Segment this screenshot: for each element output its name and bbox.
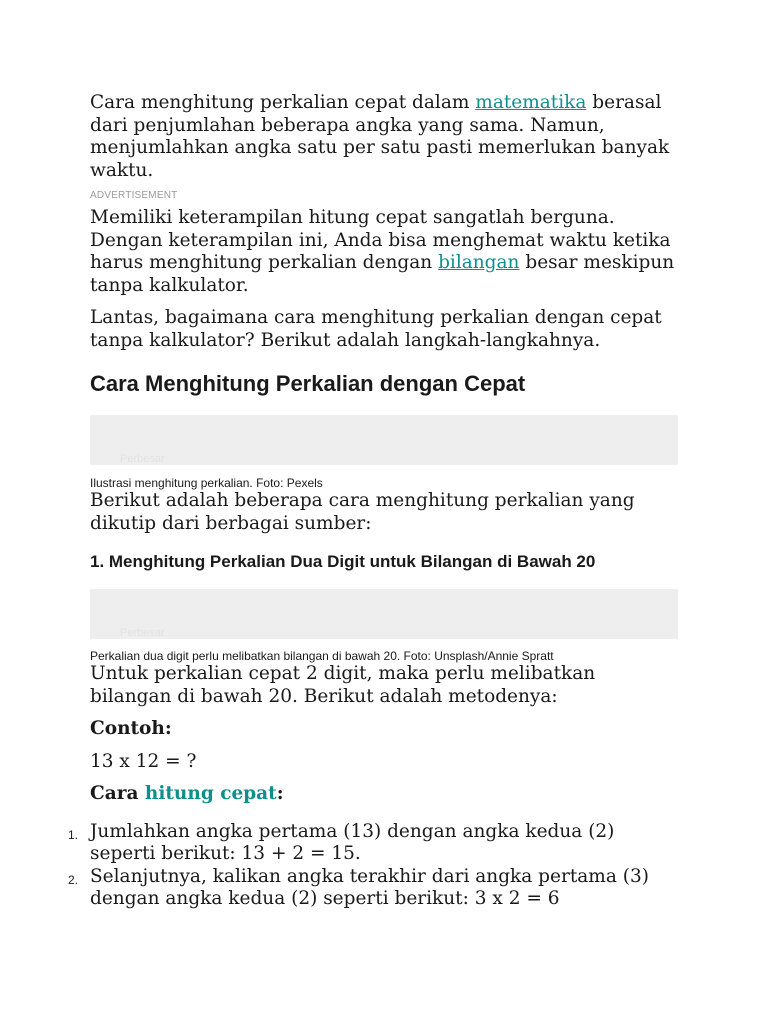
link-matematika[interactable]: matematika: [475, 92, 587, 113]
image-placeholder-2[interactable]: [90, 589, 678, 639]
list-item: 2. Selanjutnya, kalikan angka terakhir dari angka pertama (3) dengan angka kedua (2) seperti berikut: 3 x 2 = 6: [68, 865, 649, 909]
section1-paragraph: Berikut adalah beberapa cara menghitung perkalian yang dikutip dari berbagai sumber:: [90, 490, 635, 534]
section-heading-1: 1. Menghitung Perkalian Dua Digit untuk Bilangan di Bawah 20: [90, 552, 596, 571]
list-number: 2.: [68, 872, 79, 887]
intro-paragraph-1: Cara menghitung perkalian cepat dalam matematika berasal dari penjumlahan beberapa angka yang sama. Namun, menjumlahkan angka satu per satu pasti memerlukan banyak waktu.: [90, 92, 670, 181]
zoom-label[interactable]: Perbesar: [120, 453, 165, 465]
list-number: 1.: [68, 827, 79, 842]
intro-paragraph-3: Lantas, bagaimana cara menghitung perkalian dengan cepat tanpa kalkulator? Berikut adalah langkah-langkahnya.: [90, 307, 662, 351]
intro-paragraph-2: Memiliki keterampilan hitung cepat sangatlah berguna. Dengan keterampilan ini, Anda bisa menghemat waktu ketika harus menghitung perkalian dengan bilangan besar meskipun tanpa kalkulator.: [90, 207, 675, 296]
advertisement-label: ADVERTISEMENT: [90, 190, 178, 201]
link-bilangan[interactable]: bilangan: [438, 252, 520, 273]
section-heading-main: Cara Menghitung Perkalian dengan Cepat: [90, 371, 526, 396]
method-heading: Cara hitung cepat:: [90, 783, 284, 804]
steps-list: [68, 820, 680, 911]
image-caption-2: Perkalian dua digit perlu melibatkan bilangan di bawah 20. Foto: Unsplash/Annie Spratt: [90, 649, 554, 663]
image-placeholder-1[interactable]: [90, 415, 678, 465]
example-label: Contoh:: [90, 718, 172, 739]
zoom-label-2[interactable]: Perbesar: [120, 627, 165, 639]
list-item: 1. Jumlahkan angka pertama (13) dengan angka kedua (2) seperti berikut: 13 + 2 = 15.: [68, 820, 615, 864]
example-equation: 13 x 12 = ?: [90, 750, 197, 772]
section2-paragraph: Untuk perkalian cepat 2 digit, maka perlu melibatkan bilangan di bawah 20. Berikut adalah metodenya:: [90, 663, 596, 707]
link-hitung-cepat[interactable]: hitung cepat: [144, 783, 277, 804]
article-body: [68, 92, 680, 911]
image-caption-1: Ilustrasi menghitung perkalian. Foto: Pexels: [90, 476, 323, 490]
